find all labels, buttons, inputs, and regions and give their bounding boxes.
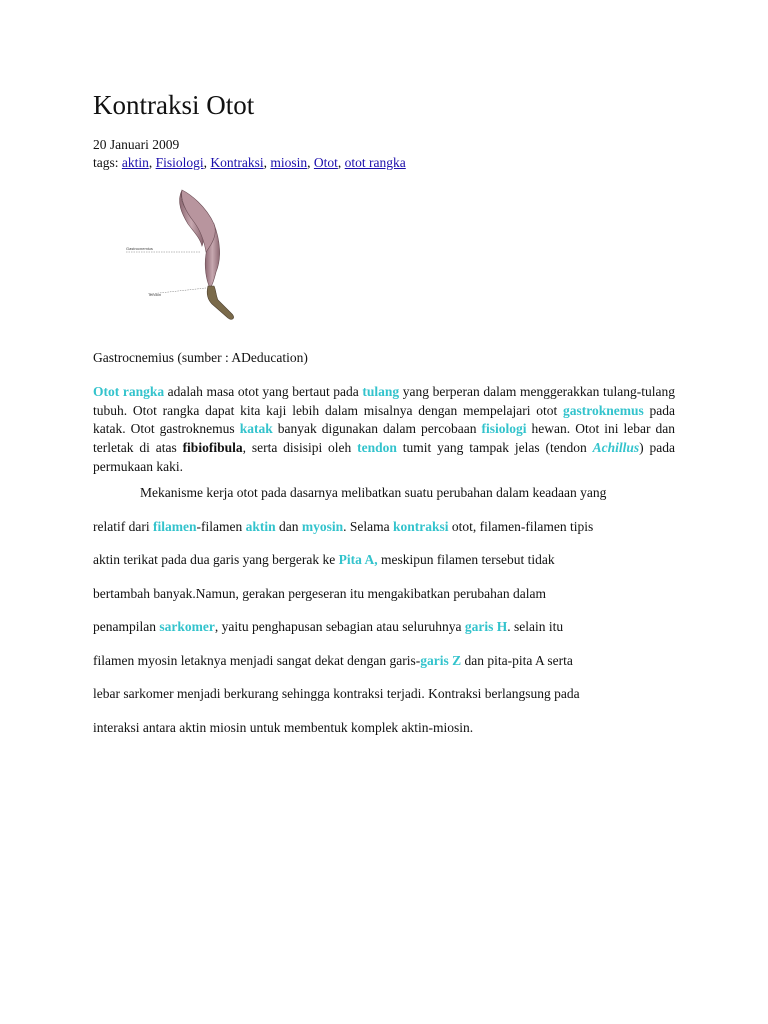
body-text: dan pita-pita A serta	[461, 653, 573, 668]
keyword-link[interactable]: Achillus	[592, 440, 640, 456]
tag-link-kontraksi[interactable]: Kontraksi	[210, 155, 264, 170]
body-text: interaksi antara aktin miosin untuk membentuk komplek aktin-miosin.	[93, 720, 474, 735]
body-text: banyak digunakan dalam percobaan	[272, 421, 482, 437]
body-text: ) pada permukaan kaki.	[93, 440, 675, 474]
keyword-link[interactable]: kontraksi	[392, 519, 449, 534]
body-text: adalah masa otot yang bertaut pada	[164, 384, 363, 399]
keyword-link[interactable]: Pita A,	[338, 552, 378, 567]
tag-link-fisiologi[interactable]: Fisiologi	[155, 155, 204, 170]
body-text: , yaitu penghapusan sebagian atau seluruhnya	[214, 619, 465, 634]
bold-term: fibiofibula	[182, 440, 243, 456]
text-line	[93, 585, 546, 603]
body-text: , serta disisipi oleh	[242, 440, 358, 456]
body-text: aktin terikat pada dua garis yang bergerak ke	[93, 552, 339, 567]
page-title: Kontraksi Otot	[93, 90, 255, 120]
keyword-link[interactable]: sarkomer	[159, 619, 215, 634]
tag-link-otot[interactable]: Otot	[313, 155, 338, 170]
keyword-link[interactable]: aktin	[245, 519, 276, 534]
post-meta	[93, 136, 406, 172]
body-text: -filamen	[196, 519, 246, 534]
keyword-link[interactable]: tendon	[357, 440, 397, 456]
keyword-link[interactable]: tulang	[362, 384, 400, 399]
text-line	[93, 652, 573, 670]
text-line	[93, 685, 580, 703]
tag-separator: ,	[337, 155, 345, 170]
figure-caption: Gastrocnemius (sumber : ADeducation)	[93, 350, 308, 365]
body-text: lebar sarkomer menjadi berkurang sehingga kontraksi terjadi. Kontraksi berlangsung pada	[93, 686, 580, 701]
body-text: . Selama	[343, 519, 393, 534]
text-line	[140, 484, 606, 502]
body-text: hewan. Otot ini lebar dan terletak di atas	[93, 421, 675, 456]
figure-label-top: Gastrocnemius	[126, 246, 153, 251]
tag-separator: ,	[307, 155, 314, 170]
body-text: pada katak. Otot gastroknemus	[93, 402, 676, 437]
body-text: yang berperan dalam menggerakkan tulang-tulang tubuh. Otot rangka dapat kita kaji lebih dalam misalnya dengan mempelajari otot	[93, 384, 675, 418]
keyword-link[interactable]: garis Z	[420, 653, 462, 668]
keyword-link[interactable]: katak	[239, 421, 273, 437]
text-line	[93, 618, 563, 636]
keyword-link[interactable]: garis H	[464, 619, 508, 634]
tag-link-aktin[interactable]: aktin	[121, 155, 149, 170]
tag-separator: ,	[263, 155, 271, 170]
body-text: filamen myosin letaknya menjadi sangat dekat dengan garis-	[93, 653, 421, 668]
keyword-link[interactable]: gastroknemus	[562, 402, 644, 418]
body-text: bertambah banyak.Namun, gerakan pergeseran itu mengakibatkan perubahan dalam	[93, 586, 546, 601]
tags-line	[93, 154, 406, 172]
tag-separator: ,	[148, 155, 156, 170]
body-text: Mekanisme kerja otot pada dasarnya melibatkan suatu perubahan dalam keadaan yang	[140, 485, 607, 500]
body-text: . selain itu	[507, 619, 564, 634]
keyword-link[interactable]: filamen	[152, 519, 197, 534]
body-text: otot, filamen-filamen tipis	[448, 519, 594, 534]
body-text: meskipun filamen tersebut tidak	[377, 552, 555, 567]
tag-separator: ,	[203, 155, 211, 170]
tag-link-miosin[interactable]: miosin	[270, 155, 308, 170]
body-text: penampilan	[93, 619, 160, 634]
text-line	[93, 518, 593, 536]
paragraph-otot-rangka	[93, 383, 675, 477]
post-date: 20 Januari 2009	[93, 137, 180, 152]
body-text: tumit yang tampak jelas (tendon	[396, 440, 593, 456]
tag-link-otot-rangka[interactable]: otot rangka	[344, 155, 406, 170]
text-line	[93, 719, 473, 737]
tendon-shape	[207, 286, 233, 319]
figure-label-bottom: Tendon	[148, 292, 162, 297]
text-line	[93, 551, 555, 569]
body-text: dan	[275, 519, 302, 534]
tags-label: tags:	[93, 155, 122, 170]
keyword-link[interactable]: myosin	[301, 519, 344, 534]
keyword-link[interactable]: Otot rangka	[93, 384, 165, 399]
keyword-link[interactable]: fisiologi	[481, 421, 527, 437]
body-text: relatif dari	[93, 519, 153, 534]
gastrocnemius-figure	[120, 184, 250, 324]
